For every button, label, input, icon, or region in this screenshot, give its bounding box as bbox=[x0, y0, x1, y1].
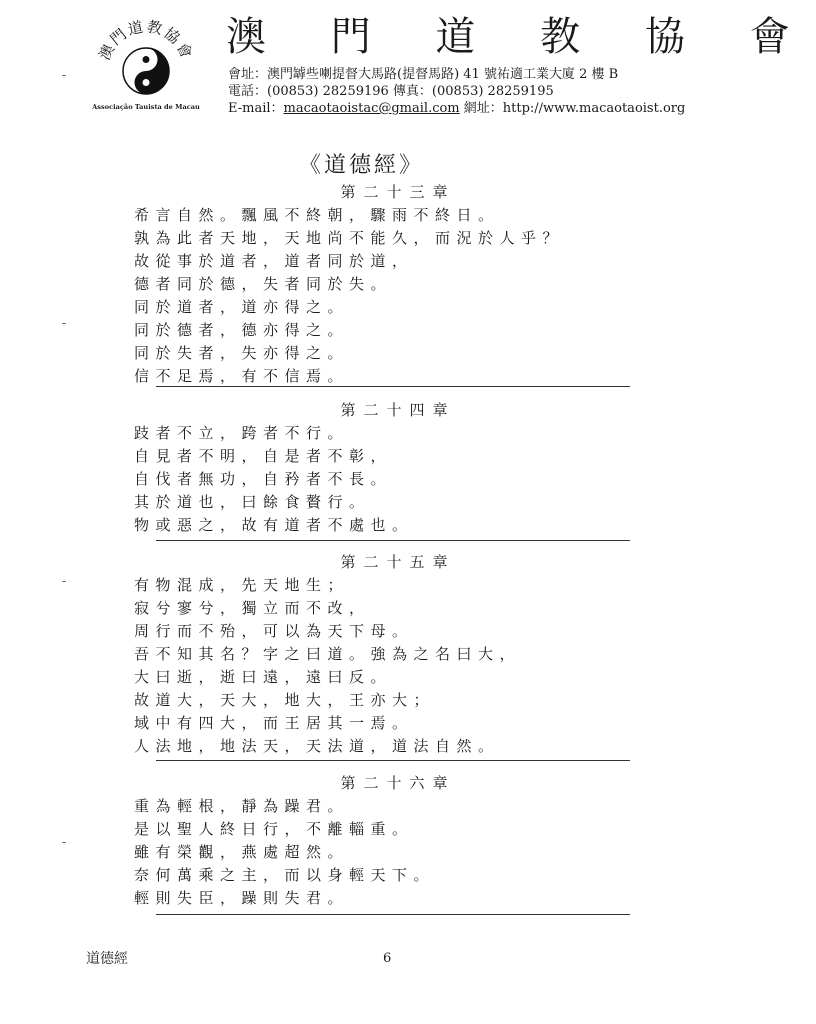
chapter-lines bbox=[134, 422, 632, 537]
verse-line: 自見者不明，自是者不彰， bbox=[134, 447, 393, 465]
address-line: 會址：澳門罅些喇提督大馬路(提督馬路) 41 號祐適工業大廈 2 樓 B bbox=[228, 67, 619, 82]
verse-line: 周行而不殆，可以為天下母。 bbox=[134, 622, 414, 640]
scan-mark: - bbox=[62, 68, 67, 82]
section-divider bbox=[156, 914, 630, 915]
chapter-heading: 第二十四章 bbox=[340, 401, 456, 419]
verse-line: 德者同於德，失者同於失。 bbox=[134, 275, 393, 293]
taiji-yin-yang-icon bbox=[86, 8, 206, 112]
verse-line: 重為輕根，靜為躁君。 bbox=[134, 797, 350, 815]
verse-line: 其於道也，曰餘食贅行。 bbox=[134, 493, 371, 511]
verse-line: 奈何萬乘之主，而以身輕天下。 bbox=[134, 866, 436, 884]
verse-line: 信不足焉，有不信焉。 bbox=[134, 367, 350, 385]
scan-mark: - bbox=[62, 835, 67, 849]
verse-line: 輕則失臣，躁則失君。 bbox=[134, 889, 350, 907]
verse-line: 跂者不立，跨者不行。 bbox=[134, 424, 350, 442]
logo-arc-text: 澳門道教協會 bbox=[95, 17, 197, 63]
chapter-26 bbox=[134, 771, 632, 910]
verse-line: 人法地，地法天，天法道，道法自然。 bbox=[134, 737, 500, 755]
verse-line: 同於失者，失亦得之。 bbox=[134, 344, 350, 362]
verse-line: 域中有四大，而王居其一焉。 bbox=[134, 714, 414, 732]
footer-title: 道德經 bbox=[86, 951, 128, 967]
verse-line: 同於道者，道亦得之。 bbox=[134, 298, 350, 316]
scan-mark: - bbox=[62, 316, 67, 330]
verse-line: 雖有榮觀，燕處超然。 bbox=[134, 843, 350, 861]
verse-line: 寂兮寥兮，獨立而不改， bbox=[134, 599, 371, 617]
verse-line: 同於德者，德亦得之。 bbox=[134, 321, 350, 339]
verse-line: 吾不知其名？字之曰道。強為之名曰大， bbox=[134, 645, 522, 663]
chapter-lines bbox=[134, 795, 632, 910]
logo-caption: Associação Tauista de Macau bbox=[92, 103, 200, 111]
scan-mark: - bbox=[62, 574, 67, 588]
chapter-heading: 第二十五章 bbox=[340, 553, 456, 571]
section-divider bbox=[156, 540, 630, 541]
email-website-line bbox=[228, 100, 688, 117]
chapter-heading: 第二十三章 bbox=[340, 183, 456, 201]
phone-fax-line: 電話：(00853) 28259196 傳真：(00853) 28259195 bbox=[228, 84, 554, 99]
chapter-23 bbox=[134, 180, 632, 388]
document-title: 《道德經》 bbox=[298, 153, 424, 178]
chapter-lines bbox=[134, 204, 632, 388]
association-logo bbox=[86, 8, 206, 112]
contact-block bbox=[228, 66, 688, 117]
verse-line: 故道大，天大，地大，王亦大； bbox=[134, 691, 436, 709]
verse-line: 物或惡之，故有道者不處也。 bbox=[134, 516, 414, 534]
page-number: 6 bbox=[383, 951, 392, 966]
chapter-25 bbox=[134, 550, 632, 758]
organization-name: 澳 門 道 教 協 會 bbox=[226, 14, 816, 60]
email-label: E-mail： bbox=[228, 101, 284, 116]
verse-line: 故從事於道者，道者同於道， bbox=[134, 252, 414, 270]
verse-line: 大曰逝，逝曰遠，遠曰反。 bbox=[134, 668, 393, 686]
section-divider bbox=[156, 760, 630, 761]
chapter-24 bbox=[134, 398, 632, 537]
verse-line: 希言自然。飄風不終朝，驟雨不終日。 bbox=[134, 206, 500, 224]
verse-line: 自伐者無功，自矜者不長。 bbox=[134, 470, 393, 488]
chapter-heading: 第二十六章 bbox=[340, 774, 456, 792]
email-link[interactable]: macaotaoistac@gmail.com bbox=[283, 101, 460, 116]
section-divider bbox=[156, 386, 630, 387]
chapter-lines bbox=[134, 574, 632, 758]
verse-line: 有物混成，先天地生； bbox=[134, 576, 350, 594]
verse-line: 孰為此者天地，天地尚不能久，而況於人乎？ bbox=[134, 229, 565, 247]
website-text: 網址：http://www.macaotaoist.org bbox=[459, 101, 686, 116]
verse-line: 是以聖人終日行，不離輜重。 bbox=[134, 820, 414, 838]
